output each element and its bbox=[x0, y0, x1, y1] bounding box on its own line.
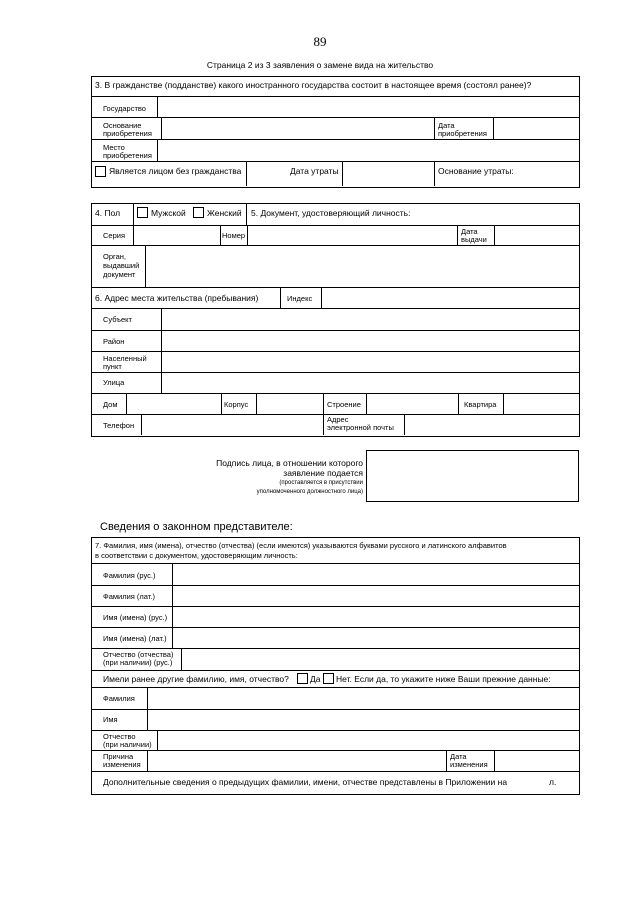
authority-label-3: документ bbox=[103, 270, 136, 279]
section-3-title: 3. В гражданстве (подданстве) какого иностранного государства состоит в настоящее время (состоял ранее)? bbox=[95, 80, 532, 90]
stateless-label: Является лицом без гражданства bbox=[109, 166, 242, 176]
building-field[interactable] bbox=[257, 394, 322, 413]
sheets-abbrev: л. bbox=[549, 777, 557, 787]
prev-patronymic-field[interactable] bbox=[158, 731, 578, 749]
surname-lat-field[interactable] bbox=[173, 586, 578, 605]
prev-patronymic-label-1: Отчество bbox=[103, 732, 136, 741]
street-label: Улица bbox=[103, 378, 125, 387]
locality-field[interactable] bbox=[162, 352, 578, 371]
signature-note-2: уполномоченного должностного лица) bbox=[256, 489, 363, 495]
number-field[interactable] bbox=[248, 226, 456, 244]
email-field[interactable] bbox=[405, 415, 578, 434]
house-label: Дом bbox=[103, 400, 118, 409]
house-field[interactable] bbox=[127, 394, 220, 413]
previous-no-checkbox[interactable] bbox=[323, 673, 334, 684]
phone-label: Телефон bbox=[103, 421, 135, 430]
issue-date-field[interactable] bbox=[495, 226, 578, 244]
surname-rus-label: Фамилия (рус.) bbox=[103, 571, 156, 580]
authority-field[interactable] bbox=[146, 246, 578, 286]
change-date-field[interactable] bbox=[495, 751, 578, 770]
date-loss-field[interactable] bbox=[343, 162, 433, 185]
female-checkbox[interactable] bbox=[193, 207, 204, 218]
name-rus-field[interactable] bbox=[173, 607, 578, 626]
apartment-label: Квартира bbox=[464, 400, 497, 409]
previous-yes-label: Да bbox=[310, 674, 321, 684]
structure-field[interactable] bbox=[367, 394, 457, 413]
previous-no-label: Нет. Если да, то укажите ниже Ваши прежние данные: bbox=[336, 674, 551, 684]
date-loss-label: Дата утраты bbox=[290, 166, 339, 176]
phone-field[interactable] bbox=[142, 415, 322, 434]
district-label: Район bbox=[103, 337, 125, 346]
appendix-sheets-field[interactable] bbox=[522, 775, 544, 789]
previous-names-question: Имели ранее другие фамилию, имя, отчество? bbox=[103, 674, 289, 684]
male-checkbox[interactable] bbox=[137, 207, 148, 218]
basis-acq-label-2: приобретения bbox=[103, 129, 152, 138]
authority-label-1: Орган, bbox=[103, 252, 126, 261]
female-label: Женский bbox=[207, 208, 242, 218]
signature-note-1: (проставляется в присутствии bbox=[279, 480, 363, 486]
section-7-title-2: в соответствии с документом, удостоверяющим личность: bbox=[95, 551, 298, 560]
surname-lat-label: Фамилия (лат.) bbox=[103, 592, 155, 601]
signature-label-1: Подпись лица, в отношении которого bbox=[216, 458, 363, 468]
patronymic-rus-label-1: Отчество (отчества) bbox=[103, 650, 174, 659]
number-label: Номер bbox=[222, 231, 246, 240]
date-acq-field[interactable] bbox=[494, 118, 578, 138]
section-6-title: 6. Адрес места жительства (пребывания) bbox=[95, 293, 259, 303]
name-lat-label: Имя (имена) (лат.) bbox=[103, 634, 167, 643]
additional-info-text: Дополнительные сведения о предыдущих фамилии, имени, отчестве представлены в Приложении на bbox=[103, 777, 508, 787]
place-acq-label-2: приобретения bbox=[103, 151, 152, 160]
basis-acq-field[interactable] bbox=[162, 118, 432, 138]
page-number: 89 bbox=[313, 34, 327, 49]
locality-label-1: Населенный bbox=[103, 354, 147, 363]
structure-label: Строение bbox=[327, 400, 361, 409]
state-label: Государство bbox=[103, 104, 146, 113]
email-label-1: Адрес bbox=[327, 415, 349, 424]
basis-loss-label: Основание утраты: bbox=[438, 166, 514, 176]
name-rus-label: Имя (имена) (рус.) bbox=[103, 613, 168, 622]
place-acq-label-1: Место bbox=[103, 143, 125, 152]
male-label: Мужской bbox=[151, 208, 186, 218]
previous-yes-checkbox[interactable] bbox=[297, 673, 308, 684]
basis-loss-field[interactable] bbox=[520, 162, 578, 185]
reason-label-2: изменения bbox=[103, 760, 141, 769]
page-subtitle: Страница 2 из 3 заявления о замене вида на жительство bbox=[206, 60, 434, 70]
representative-heading: Сведения о законном представителе: bbox=[100, 521, 293, 533]
section-5-title: 5. Документ, удостоверяющий личность: bbox=[251, 208, 411, 218]
index-field[interactable] bbox=[322, 288, 578, 307]
series-label: Серия bbox=[103, 231, 126, 240]
reason-field[interactable] bbox=[148, 751, 445, 770]
prev-patronymic-label-2: (при наличии) bbox=[103, 740, 152, 749]
section-7-title-1: 7. Фамилия, имя (имена), отчество (отчества) (если имеются) указываются буквами русского и латинского алфавитов bbox=[95, 541, 507, 550]
series-field[interactable] bbox=[134, 226, 219, 244]
name-lat-field[interactable] bbox=[173, 628, 578, 647]
surname-rus-field[interactable] bbox=[173, 564, 578, 584]
signature-label-2: заявление подается bbox=[283, 468, 363, 478]
apartment-field[interactable] bbox=[504, 394, 578, 413]
patronymic-rus-field[interactable] bbox=[182, 649, 578, 669]
section-4-title: 4. Пол bbox=[95, 208, 121, 218]
place-acq-field[interactable] bbox=[158, 140, 578, 160]
street-field[interactable] bbox=[162, 373, 578, 392]
building-label: Корпус bbox=[224, 400, 249, 409]
change-date-label-2: изменения bbox=[450, 760, 488, 769]
locality-label-2: пункт bbox=[103, 362, 122, 371]
email-label-2: электронной почты bbox=[327, 423, 394, 432]
issue-date-label-2: выдачи bbox=[461, 235, 487, 244]
index-label: Индекс bbox=[287, 294, 313, 303]
date-acq-label-2: приобретения bbox=[438, 129, 487, 138]
district-field[interactable] bbox=[162, 331, 578, 350]
authority-label-2: выдавший bbox=[103, 261, 140, 270]
prev-name-field[interactable] bbox=[148, 710, 578, 729]
subject-field[interactable] bbox=[162, 309, 578, 329]
change-date-label-1: Дата bbox=[450, 752, 467, 761]
signature-field[interactable] bbox=[366, 450, 579, 502]
prev-surname-label: Фамилия bbox=[103, 694, 135, 703]
prev-name-label: Имя bbox=[103, 715, 118, 724]
reason-label-1: Причина bbox=[103, 752, 134, 761]
stateless-checkbox[interactable] bbox=[95, 166, 106, 177]
basis-acq-label-1: Основание bbox=[103, 121, 142, 130]
date-acq-label-1: Дата bbox=[438, 121, 455, 130]
patronymic-rus-label-2: (при наличии) (рус.) bbox=[103, 658, 173, 667]
state-field[interactable] bbox=[158, 97, 578, 117]
prev-surname-field[interactable] bbox=[148, 688, 578, 708]
subject-label: Субъект bbox=[103, 315, 132, 324]
issue-date-label-1: Дата bbox=[461, 227, 478, 236]
